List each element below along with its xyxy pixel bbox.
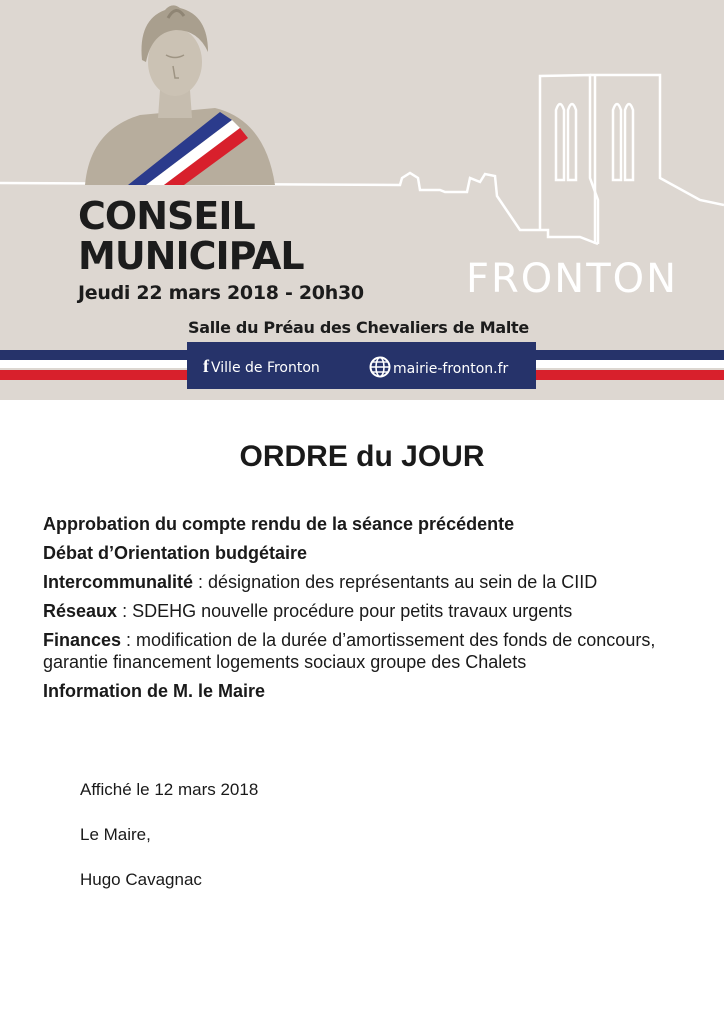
event-venue: Salle du Préau des Chevaliers de Malte [188, 318, 529, 337]
agenda-item-title: Approbation du compte rendu de la séance précédente [43, 514, 515, 534]
event-title [78, 196, 304, 276]
facebook-link[interactable] [203, 356, 320, 377]
agenda-item-title: Réseaux [43, 601, 118, 621]
agenda-item [43, 680, 703, 702]
agenda-item-title: Information de M. le Maire [43, 681, 266, 701]
signature-block [80, 780, 258, 915]
event-date: Jeudi 22 mars 2018 - 20h30 [78, 282, 364, 304]
mayor-role: Le Maire, [80, 825, 151, 844]
header-banner [0, 0, 724, 400]
facebook-icon: f [203, 356, 209, 376]
agenda-item [43, 629, 703, 673]
posted-date: Affiché le 12 mars 2018 [80, 780, 259, 799]
social-links-bar [187, 342, 536, 389]
marianne-statue-image [80, 0, 280, 185]
agenda-item-detail: : désignation des représentants au sein de la CIID [193, 572, 598, 592]
title-line-2: MUNICIPAL [78, 234, 304, 278]
agenda-item-title: Intercommunalité [43, 572, 194, 592]
agenda-item [43, 513, 703, 535]
agenda-item-detail: : modification de la durée d’amortissement des fonds de concours, garantie financement logements sociaux groupe des Chalets [43, 630, 656, 672]
agenda-item [43, 600, 703, 622]
website-label: mairie-fronton.fr [393, 361, 509, 377]
agenda-item [43, 542, 703, 564]
globe-icon [369, 356, 391, 378]
mayor-name: Hugo Cavagnac [80, 870, 202, 889]
facebook-label: Ville de Fronton [211, 360, 320, 376]
agenda-item-title: Débat d’Orientation budgétaire [43, 543, 308, 563]
fronton-logo-text: FRONTON [466, 256, 679, 302]
agenda-list [43, 513, 703, 709]
agenda-heading: ORDRE du JOUR [239, 440, 485, 473]
website-link[interactable] [369, 356, 508, 378]
agenda-item-detail: : SDEHG nouvelle procédure pour petits travaux urgents [117, 601, 573, 621]
agenda-item-title: Finances [43, 630, 122, 650]
agenda-item [43, 571, 703, 593]
title-line-1: CONSEIL [78, 194, 255, 238]
